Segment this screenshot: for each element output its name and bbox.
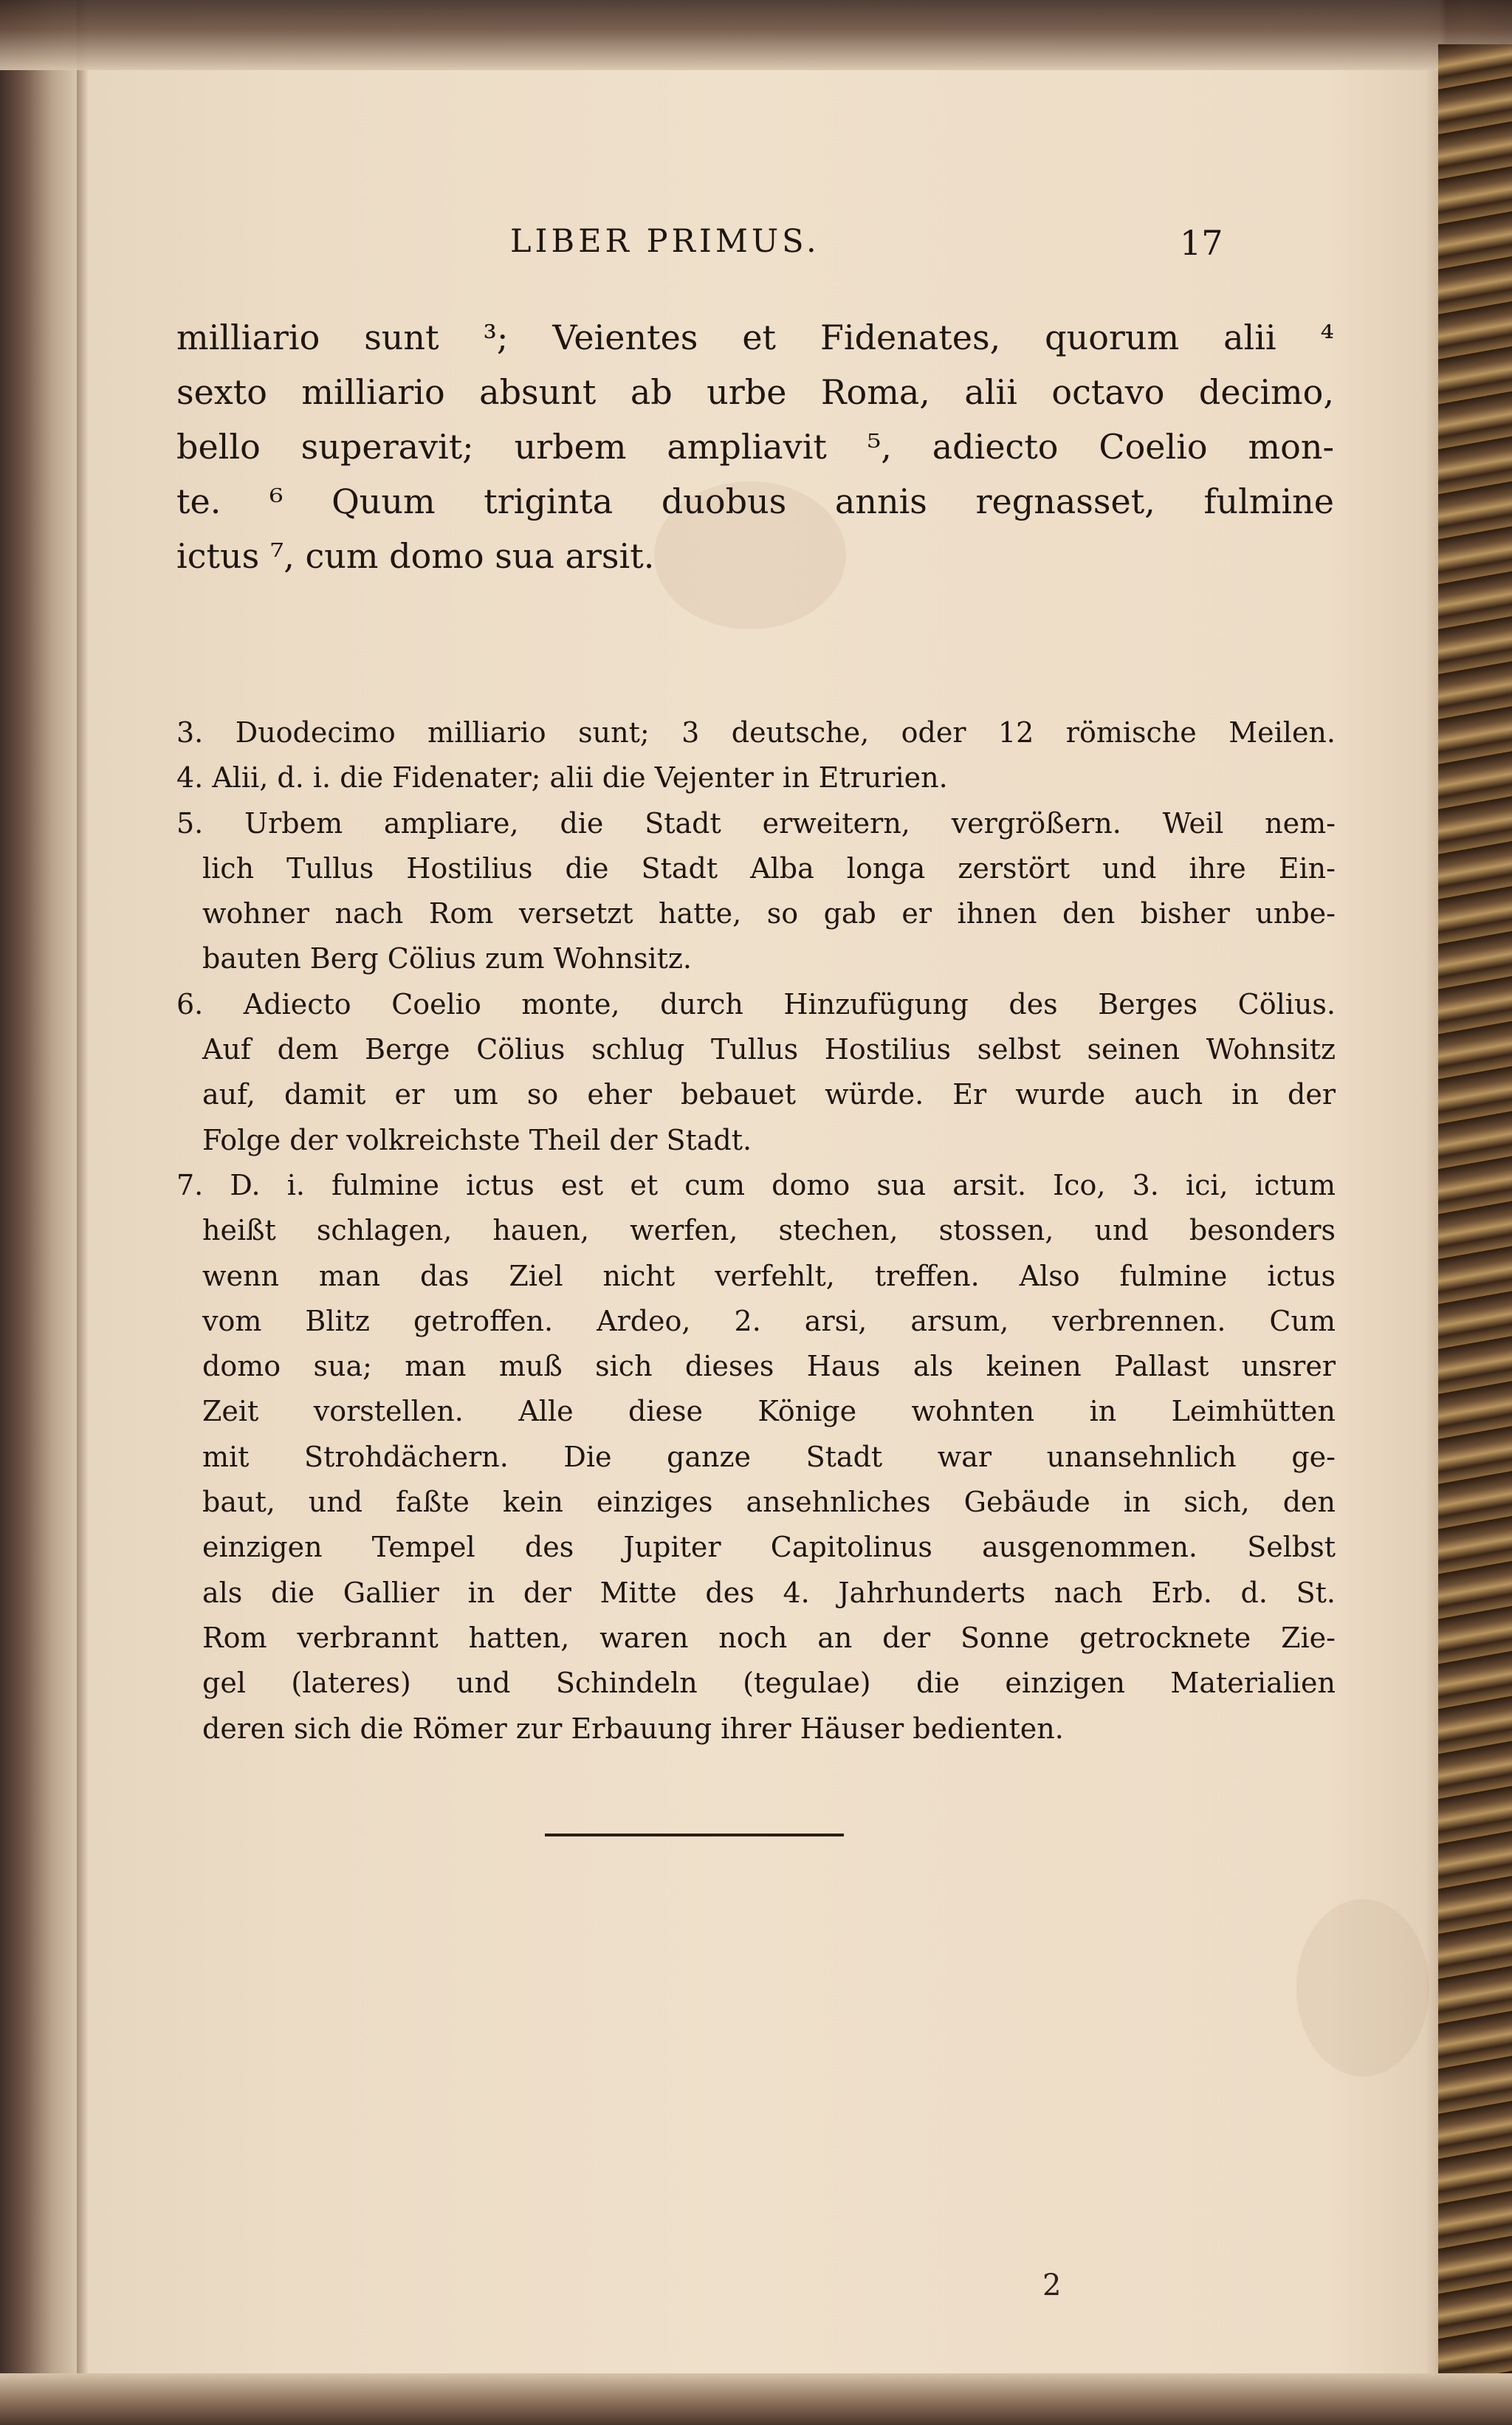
- text-line: bello superavit; urbem ampliavit ⁵, adiecto Coelio mon-: [176, 427, 1334, 467]
- footnote-line: mit Strohdächern. Die ganze Stadt war unansehnlich ge-: [202, 1440, 1336, 1473]
- footnote-6: 6. Adiecto Coelio monte, durch Hinzufügung des Berges Cölius.: [176, 987, 1336, 1021]
- footnote-line: domo sua; man muß sich dieses Haus als keinen Pallast unsrer: [202, 1350, 1336, 1383]
- book-spine-gutter: [0, 0, 77, 2425]
- footnote-line: Auf dem Berge Cölius schlug Tullus Hostilius selbst seinen Wohnsitz: [202, 1033, 1336, 1066]
- text-line: ictus ⁷, cum domo sua arsit.: [176, 536, 655, 576]
- footnote-line: als die Gallier in der Mitte des 4. Jahrhunderts nach Erb. d. St.: [202, 1576, 1336, 1609]
- paper-stain: [1296, 1899, 1429, 2076]
- footnote-5: 5. Urbem ampliare, die Stadt erweitern, vergrößern. Weil nem-: [176, 806, 1336, 840]
- footnote-line: wenn man das Ziel nicht verfehlt, treffen. Also fulmine ictus: [202, 1259, 1336, 1292]
- footnote-line: lich Tullus Hostilius die Stadt Alba longa zerstört und ihre Ein-: [202, 851, 1336, 885]
- footnote-line: Folge der volkreichste Theil der Stadt.: [202, 1123, 752, 1156]
- footnote-line: auf, damit er um so eher bebauet würde. Er wurde auch in der: [202, 1078, 1336, 1111]
- signature-mark: 2: [1042, 2268, 1062, 2302]
- footnote-3: 3. Duodecimo milliario sunt; 3 deutsche, oder 12 römische Meilen.: [176, 716, 1336, 749]
- footnote-line: Zeit vorstellen. Alle diese Könige wohnten in Leimhütten: [202, 1395, 1336, 1428]
- page-number: 17: [1180, 223, 1223, 263]
- main-latin-text: [176, 310, 1334, 583]
- text-line: sexto milliario absunt ab urbe Roma, alii octavo decimo,: [176, 372, 1334, 412]
- footnote-7: 7. D. i. fulmine ictus est et cum domo sua arsit. Ico, 3. ici, ictum: [176, 1168, 1336, 1201]
- marbled-cover-edge: [1438, 44, 1512, 2425]
- footnotes: [176, 710, 1336, 1752]
- running-head-title: LIBER PRIMUS.: [510, 223, 820, 260]
- text-line: milliario sunt ³; Veientes et Fidenates, quorum alii ⁴: [176, 318, 1334, 357]
- footnote-4: 4. Alii, d. i. die Fidenater; alii die Vejenter in Etrurien.: [176, 761, 948, 795]
- footnote-line: deren sich die Römer zur Erbauung ihrer Häuser bedienten.: [202, 1712, 1064, 1745]
- running-head: [78, 223, 1441, 267]
- text-line: te. ⁶ Quum triginta duobus annis regnasset, fulmine: [176, 481, 1334, 521]
- top-page-edge: [0, 0, 1512, 70]
- footnote-line: Rom verbrannt hatten, waren noch an der Sonne getrocknete Zie-: [202, 1621, 1336, 1654]
- footnote-line: einzigen Tempel des Jupiter Capitolinus ausgenommen. Selbst: [202, 1531, 1336, 1564]
- page-body: [78, 68, 1441, 2387]
- footnote-line: bauten Berg Cölius zum Wohnsitz.: [202, 942, 692, 975]
- footnote-line: baut, und faßte kein einziges ansehnliches Gebäude in sich, den: [202, 1486, 1336, 1519]
- footnote-line: vom Blitz getroffen. Ardeo, 2. arsi, arsum, verbrennen. Cum: [202, 1304, 1336, 1337]
- section-rule: [545, 1834, 844, 1836]
- footnote-line: gel (lateres) und Schindeln (tegulae) die einzigen Materialien: [202, 1667, 1336, 1700]
- footnote-line: wohner nach Rom versetzt hatte, so gab er ihnen den bisher unbe-: [202, 897, 1336, 930]
- footnote-line: heißt schlagen, hauen, werfen, stechen, stossen, und besonders: [202, 1214, 1336, 1247]
